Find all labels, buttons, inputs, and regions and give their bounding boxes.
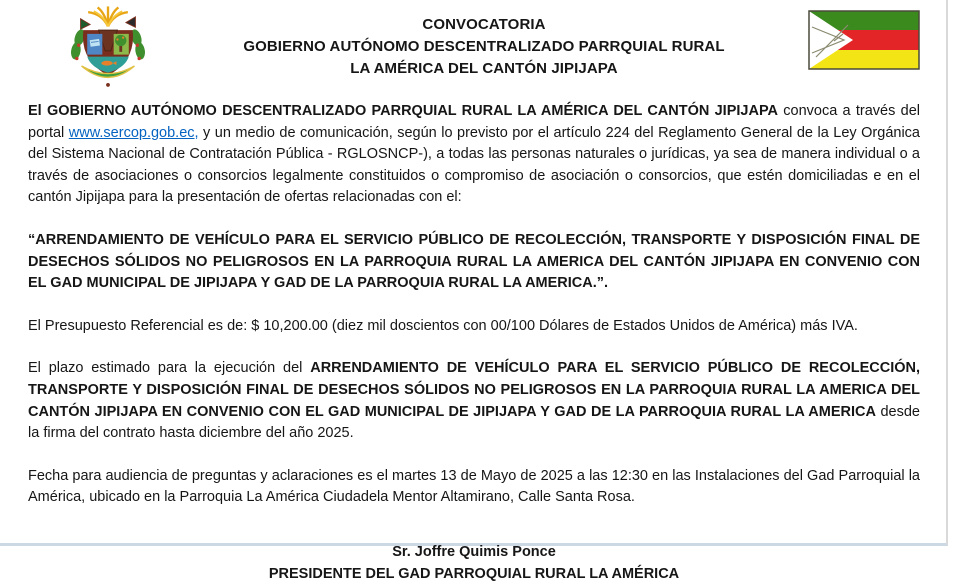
paragraph4-objeto-bold: ARRENDAMIENTO DE VEHÍCULO PARA EL SERVICIO PÚBLICO DE RECOLECCIÓN, TRANSPORTE Y DISPOSICIÓN FINAL DE DESECHOS SÓLIDOS NO PELIGROSOS EN LA PARROQUIA RURAL LA AMERICA DEL CANTÓN JIPIJAPA EN CONVENIO CON EL GAD MUNICIPAL DE JIPIJAPA Y GAD DE LA PARROQUIA RURAL LA AMERICA bbox=[28, 360, 921, 420]
coat-of-arms-icon bbox=[56, 5, 160, 98]
signatory-name: Sr. Joffre Quimis Ponce bbox=[392, 543, 556, 560]
paragraph-plazo bbox=[28, 358, 920, 444]
title-line-gobierno: GOBIERNO AUTÓNOMO DESCENTRALIZADO PARRQUIAL RURAL bbox=[243, 38, 725, 55]
title-line-parroquia: LA AMÉRICA DEL CANTÓN JIPIJAPA bbox=[350, 60, 618, 77]
sercop-link[interactable]: www.sercop.gob.ec, bbox=[68, 124, 199, 141]
entity-name-bold: El GOBIERNO AUTÓNOMO DESCENTRALIZADO PARRQUIAL RURAL LA AMÉRICA DEL CANTÓN JIPIJAPA bbox=[28, 103, 779, 119]
paragraph-fecha-audiencia: Fecha para audiencia de preguntas y aclaraciones es el martes 13 de Mayo de 2025 a las 12:30 en las Instalaciones del Gad Parroquial la América, ubicado en la Parroquia La América Ciudadela Mentor Altamirano, Calle Santa Rosa. bbox=[28, 467, 920, 506]
signatory-title: PRESIDENTE DEL GAD PARROQUIAL RURAL LA AMÉRICA bbox=[268, 565, 680, 582]
document-body bbox=[0, 92, 946, 585]
document-header bbox=[0, 0, 946, 92]
title-line-convocatoria: CONVOCATORIA bbox=[422, 16, 546, 33]
paragraph4-tail: desde la firma del contrato hasta diciembre del año 2025. bbox=[28, 403, 920, 442]
signature-block bbox=[28, 541, 920, 585]
document-title bbox=[160, 5, 808, 80]
paragraph-presupuesto: El Presupuesto Referencial es de: $ 10,200.00 (diez mil doscientos con 00/100 Dólares de Estados Unidos de América) más IVA. bbox=[28, 317, 858, 334]
paragraph1-continuation: y un medio de comunicación, según lo previsto por el artículo 224 del Reglamento General de la Ley Orgánica del Sistema Nacional de Contratación Pública - RGLOSNCP-), a todas las personas naturales o jurídicas, ya sea de manera individual o a través de asociaciones o consorcios legalmente constituidos o compromiso de asociación o consorcios, que estén domiciliadas e en el cantón Jipijapa para la presentación de ofertas relacionadas con el: bbox=[28, 124, 920, 206]
paragraph4-lead: El plazo estimado para la ejecución del bbox=[28, 360, 311, 377]
paragraph-objeto-contrato: “ARRENDAMIENTO DE VEHÍCULO PARA EL SERVICIO PÚBLICO DE RECOLECCIÓN, TRANSPORTE Y DISPOSICIÓN FINAL DE DESECHOS SÓLIDOS NO PELIGROSOS EN LA PARROQUIA RURAL LA AMERICA DEL CANTÓN JIPIJAPA EN CONVENIO CON EL GAD MUNICIPAL DE JIPIJAPA Y GAD DE LA PARROQUIA RURAL LA AMERICA.”. bbox=[28, 231, 920, 292]
parish-flag-icon bbox=[808, 10, 920, 75]
paragraph-convocatoria bbox=[28, 101, 920, 209]
paragraph1-text: convoca a través del portal bbox=[28, 103, 920, 141]
